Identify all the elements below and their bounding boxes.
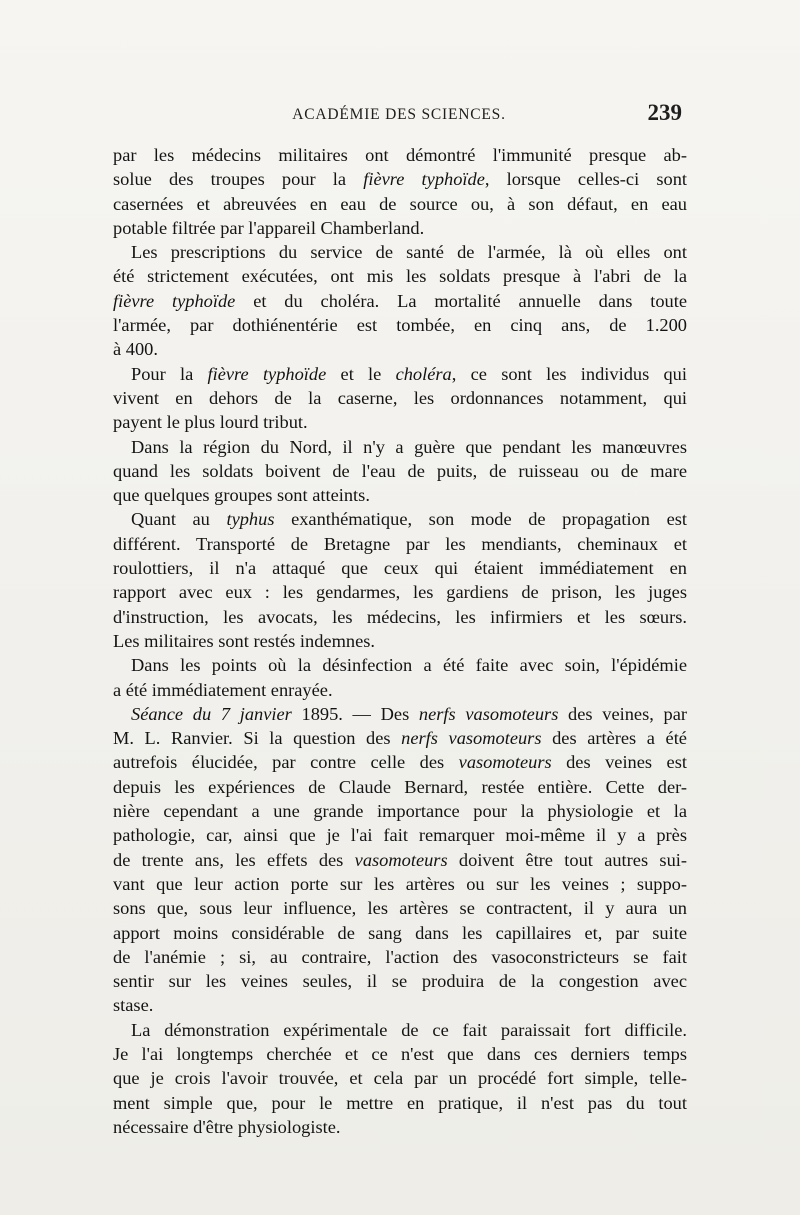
text-line	[113, 410, 687, 434]
text-run: rapport avec eux : les gendarmes, les gardiens de prison, les juges	[113, 582, 687, 603]
page-header	[112, 100, 686, 132]
italic-text: nerfs vasomoteurs	[401, 728, 542, 749]
text-line	[113, 750, 687, 774]
paragraph	[113, 362, 687, 435]
text-run: différent. Transporté de Bretagne par les mendiants, cheminaux et	[113, 533, 687, 554]
text-run: payent le plus lourd tribut.	[113, 412, 308, 433]
text-run: exanthématique, son mode de propagation est	[274, 509, 688, 530]
text-run: , ce sont les individus qui	[451, 363, 687, 384]
text-run: sons que, sous leur influence, les artères se contractent, il y aura un	[113, 898, 687, 919]
text-run: stase.	[113, 995, 154, 1016]
text-line	[113, 313, 687, 337]
text-run: Pour la	[131, 363, 208, 384]
italic-text: fièvre typhoïde	[113, 290, 236, 311]
text-run: l'armée, par dothiénentérie est tombée, en cinq ans, de 1.200	[113, 315, 687, 336]
text-run: , lorsque celles-ci sont	[484, 169, 687, 190]
italic-text: vasomoteurs	[354, 849, 448, 870]
text-line	[113, 167, 687, 191]
text-run: Dans la région du Nord, il n'y a guère que pendant les manœuvres	[131, 436, 687, 457]
text-run: M. L. Ranvier. Si la question des	[113, 728, 402, 749]
paragraph	[113, 143, 687, 240]
text-run: doivent être tout autres sui-	[447, 849, 688, 870]
text-run: d'instruction, les avocats, les médecins, les infirmiers et les sœurs.	[113, 606, 687, 627]
text-run: et le	[326, 363, 396, 384]
text-run: des veines, par	[558, 703, 687, 724]
text-line	[113, 799, 687, 823]
text-run: pathologie, car, ainsi que je l'ai fait remarquer moi-même il y a près	[113, 825, 687, 846]
italic-text: choléra	[395, 363, 452, 384]
text-line	[113, 848, 687, 872]
text-line	[113, 702, 687, 726]
italic-text: typhus	[226, 509, 275, 530]
text-line	[113, 1115, 687, 1139]
text-run: de trente ans, les effets des	[113, 849, 355, 870]
paragraph	[113, 435, 687, 508]
italic-text: fièvre typhoïde	[363, 169, 485, 190]
text-line	[113, 872, 687, 896]
italic-text: Séance du 7 janvier	[131, 703, 292, 724]
text-line	[113, 143, 687, 167]
page-number: 239	[647, 100, 682, 125]
text-run: des veines est	[551, 752, 687, 773]
text-line	[113, 605, 687, 629]
italic-text: nerfs vasomoteurs	[418, 703, 559, 724]
text-line	[113, 993, 687, 1017]
text-line	[113, 216, 687, 240]
text-line	[113, 1066, 687, 1090]
text-run: été strictement exécutées, ont mis les soldats presque à l'abri de la	[113, 266, 687, 287]
text-line	[113, 945, 687, 969]
text-run: à 400.	[113, 339, 158, 360]
text-run: des artères a été	[541, 728, 687, 749]
text-run: solue des troupes pour la	[113, 169, 364, 190]
text-line	[113, 386, 687, 410]
paragraph	[113, 1018, 687, 1139]
text-run: potable filtrée par l'appareil Chamberland.	[113, 217, 425, 238]
text-line	[113, 629, 687, 653]
text-run: depuis les expériences de Claude Bernard, restée entière. Cette der-	[113, 776, 687, 797]
text-line	[113, 823, 687, 847]
text-run: que je crois l'avoir trouvée, et cela par un procédé fort simple, telle-	[113, 1068, 687, 1089]
text-run: Les prescriptions du service de santé de l'armée, là où elles ont	[131, 242, 687, 263]
paragraph	[113, 702, 687, 1018]
paragraph	[113, 653, 687, 702]
text-line	[113, 240, 687, 264]
running-title: ACADÉMIE DES SCIENCES.	[292, 106, 506, 123]
text-line	[113, 289, 687, 313]
text-run: nière cependant a une grande importance pour la physiologie et la	[113, 801, 687, 822]
text-run: Je l'ai longtemps cherchée et ce n'est que dans ces derniers temps	[113, 1043, 687, 1064]
text-line	[113, 726, 687, 750]
text-run: nécessaire d'être physiologiste.	[113, 1116, 341, 1137]
text-line	[113, 192, 687, 216]
text-line	[113, 678, 687, 702]
text-line	[113, 896, 687, 920]
text-line	[113, 459, 687, 483]
text-line	[113, 556, 687, 580]
text-line	[113, 921, 687, 945]
text-run: apport moins considérable de sang dans les capillaires et, par suite	[113, 922, 687, 943]
paragraph	[113, 240, 687, 361]
body-text	[113, 143, 687, 1139]
text-line	[113, 435, 687, 459]
text-line	[113, 653, 687, 677]
text-run: vivent en dehors de la caserne, les ordonnances notamment, qui	[113, 387, 687, 408]
text-line	[113, 532, 687, 556]
text-run: quand les soldats boivent de l'eau de puits, de ruisseau ou de mare	[113, 460, 687, 481]
text-line	[113, 483, 687, 507]
text-run: La démonstration expérimentale de ce fait paraissait fort difficile.	[131, 1019, 687, 1040]
text-run: Les militaires sont restés indemnes.	[113, 630, 376, 651]
text-run: sentir sur les veines seules, il se produira de la congestion avec	[113, 971, 687, 992]
text-line	[113, 1018, 687, 1042]
text-line	[113, 969, 687, 993]
text-line	[113, 1042, 687, 1066]
paragraph	[113, 507, 687, 653]
italic-text: vasomoteurs	[458, 752, 552, 773]
text-line	[113, 337, 687, 361]
text-run: que quelques groupes sont atteints.	[113, 485, 370, 506]
text-run: 1895. — Des	[291, 703, 419, 724]
text-line	[113, 362, 687, 386]
text-run: par les médecins militaires ont démontré l'immunité presque ab-	[113, 145, 687, 165]
text-line	[113, 775, 687, 799]
text-run: autrefois élucidée, par contre celle des	[113, 752, 459, 773]
text-run: vant que leur action porte sur les artères ou sur les veines ; suppo-	[113, 873, 687, 894]
italic-text: fièvre typhoïde	[207, 363, 327, 384]
text-line	[113, 580, 687, 604]
text-run: de l'anémie ; si, au contraire, l'action des vasoconstricteurs se fait	[113, 946, 687, 967]
text-run: roulottiers, il n'a attaqué que ceux qui étaient immédiatement en	[113, 558, 687, 579]
text-run: Quant au	[131, 509, 227, 530]
text-run: a été immédiatement enrayée.	[113, 679, 333, 700]
text-line	[113, 264, 687, 288]
text-line	[113, 1091, 687, 1115]
text-run: Dans les points où la désinfection a été faite avec soin, l'épidémie	[131, 655, 687, 676]
text-run: et du choléra. La mortalité annuelle dans toute	[235, 290, 688, 311]
text-run: ment simple que, pour le mettre en pratique, il n'est pas du tout	[113, 1092, 687, 1113]
text-line	[113, 507, 687, 531]
text-run: casernées et abreuvées en eau de source ou, à son défaut, en eau	[113, 193, 687, 214]
